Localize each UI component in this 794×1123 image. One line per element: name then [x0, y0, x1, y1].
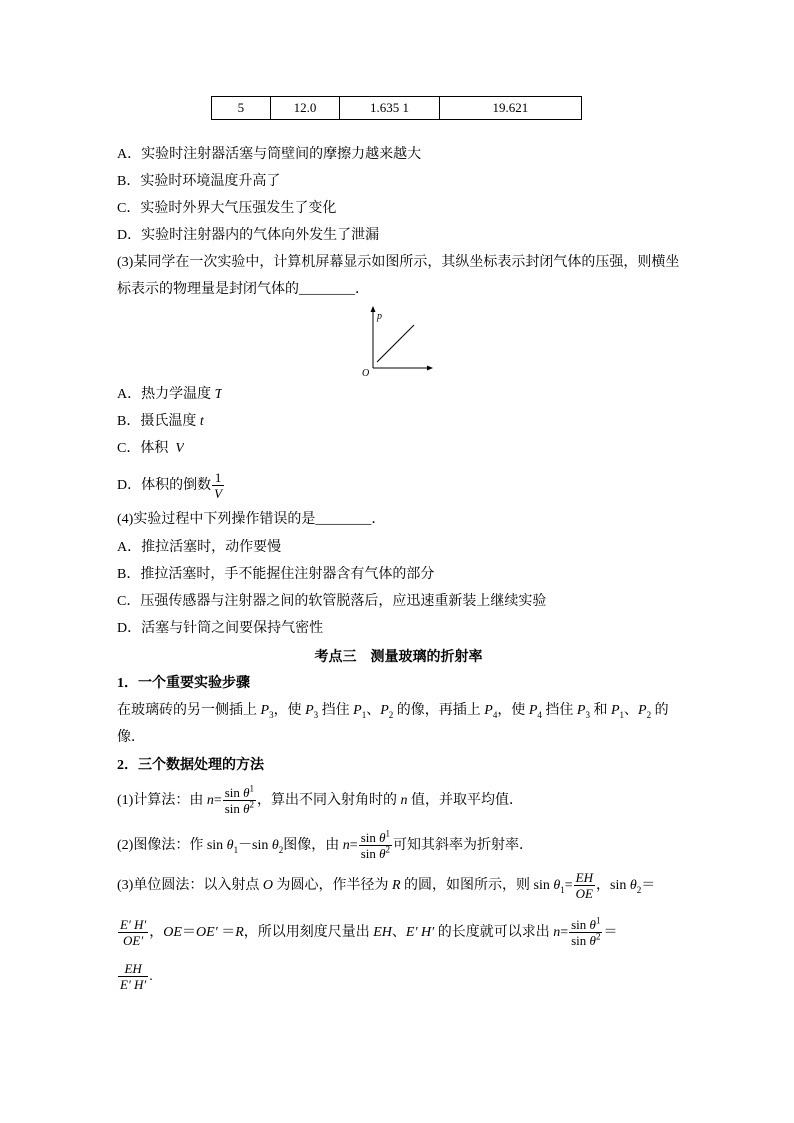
- text-run: 为圆心，作半径为: [272, 878, 392, 893]
- subscript: 1: [619, 709, 624, 720]
- superscript: 1: [595, 915, 601, 926]
- text-run: 值，并取平均值．: [407, 793, 524, 808]
- text-run: sin: [224, 785, 244, 801]
- subscript: 2: [388, 709, 394, 720]
- fraction-numerator: [118, 961, 148, 977]
- fraction: [223, 785, 256, 816]
- text-run: ＝: [641, 878, 656, 893]
- fraction-numerator: [118, 917, 148, 933]
- y-axis-arrow: [371, 306, 376, 312]
- fraction-denominator: [574, 886, 595, 901]
- text-run: B．实验时环境温度升高了: [117, 174, 281, 189]
- fraction: [359, 830, 392, 861]
- text-run: 可知其斜率为折射率．: [393, 838, 534, 853]
- table-cell-value-3: 19.621: [492, 100, 529, 115]
- variable: OE: [163, 925, 182, 940]
- x-axis-arrow: [427, 366, 433, 371]
- text-run: sin: [360, 830, 380, 846]
- variable: V: [175, 441, 184, 456]
- text-run: .: [149, 969, 153, 984]
- text-run: －sin: [238, 838, 272, 853]
- table-cell-value-2: 1.635 1: [340, 97, 439, 119]
- subscript: 4: [492, 709, 498, 720]
- text-run: sin: [360, 846, 380, 862]
- text-run: ＝: [217, 925, 236, 940]
- subscript: 2: [646, 709, 652, 720]
- fraction-numerator: [574, 870, 595, 886]
- y-axis-label: p: [377, 311, 382, 322]
- variable: R: [235, 925, 244, 940]
- subscript: 1: [560, 884, 565, 895]
- text-run: (4)实验过程中下列操作错误的是________．: [117, 512, 386, 527]
- text-run: 、: [391, 925, 406, 940]
- variable: n: [553, 925, 561, 940]
- text-run: 和: [589, 703, 611, 718]
- text-run: B．推拉活塞时，手不能握住注射器含有气体的部分: [117, 567, 435, 582]
- variable: R: [391, 878, 401, 893]
- text-run: 标表示的物理量是封闭气体的________．: [117, 282, 369, 297]
- text-run: 考点三 测量玻璃的折射率: [314, 650, 483, 665]
- superscript: 2: [595, 931, 601, 942]
- method-unit-circle-line-3: [117, 959, 153, 995]
- superscript: 1: [385, 828, 391, 839]
- fraction-denominator: [118, 977, 148, 992]
- superscript: 2: [249, 799, 255, 810]
- text-run: 挡住: [318, 703, 354, 718]
- subscript: 1: [233, 844, 239, 855]
- variable: P: [484, 703, 493, 718]
- text-run: ＝: [603, 925, 618, 940]
- fraction: [574, 870, 595, 901]
- q3-stem-line-2: [117, 272, 369, 308]
- table-cell-index: 5: [212, 97, 271, 119]
- q3-option-c: [117, 431, 184, 467]
- variable: θ: [553, 878, 561, 893]
- text-run: D．体积的倒数: [117, 478, 212, 493]
- q3-option-d: [117, 468, 225, 504]
- text-run: C．实验时外界大气压强发生了变化: [117, 201, 337, 216]
- data-line: [377, 325, 414, 362]
- text-run: ，所以用刻度尺量出: [243, 925, 374, 940]
- text-run: B．摄氏温度: [117, 414, 200, 429]
- text-run: ，使: [497, 703, 529, 718]
- origin-label: O: [362, 368, 370, 379]
- subscript: 3: [313, 709, 319, 720]
- text-run: D．实验时注射器内的气体向外发生了泄漏: [117, 228, 380, 243]
- variable: P: [260, 703, 270, 718]
- fraction-denominator: [359, 846, 392, 861]
- text-run: =: [560, 925, 569, 940]
- data-table-row: [211, 96, 582, 120]
- variable: O: [262, 878, 273, 893]
- variable: P: [638, 703, 647, 718]
- variable: OE: [575, 886, 593, 902]
- variable: θ: [589, 917, 596, 933]
- variable: θ: [226, 838, 234, 853]
- fraction-denominator: [223, 801, 256, 816]
- method-calculation: [117, 783, 523, 819]
- text-run: ，sin: [596, 878, 630, 893]
- text-run: 的: [651, 703, 669, 718]
- text-run: (1)计算法：由: [117, 793, 207, 808]
- text-run: A．推拉活塞时，动作要慢: [117, 540, 282, 555]
- text-run: =: [349, 838, 358, 853]
- variable: P: [528, 703, 538, 718]
- variable: θ: [379, 830, 386, 846]
- variable: n: [206, 793, 214, 808]
- variable: EH: [373, 925, 392, 940]
- text-run: 挡住: [541, 703, 577, 718]
- variable: θ: [629, 878, 637, 893]
- fraction: [118, 917, 148, 948]
- text-run: A．热力学温度: [117, 387, 215, 402]
- variable: EH: [575, 870, 593, 886]
- table-cell-value-1: 12.0: [271, 97, 341, 119]
- text-run: 1: [214, 470, 222, 486]
- text-run: ，: [149, 925, 164, 940]
- variable: EH: [124, 961, 142, 977]
- variable: E′ H′: [120, 977, 147, 993]
- fraction-denominator: [118, 933, 148, 948]
- variable: θ: [589, 933, 596, 949]
- variable: T: [214, 387, 223, 402]
- text-run: 图像，由: [283, 838, 343, 853]
- variable: P: [576, 703, 586, 718]
- text-run: (2)图像法：作 sin: [117, 838, 227, 853]
- text-run: C．体积: [117, 441, 176, 456]
- fraction-denominator: [569, 933, 602, 948]
- text-run: 的像，再插上: [393, 703, 485, 718]
- text-run: 像．: [117, 730, 145, 745]
- variable: V: [214, 486, 223, 502]
- text-run: 、: [624, 703, 638, 718]
- text-run: sin: [571, 917, 590, 933]
- subscript: 1: [361, 709, 367, 720]
- fraction-numerator: [359, 830, 392, 846]
- variable: E′ H′: [405, 925, 435, 940]
- text-run: 1．一个重要实验步骤: [117, 676, 250, 691]
- subscript: 4: [537, 709, 542, 720]
- text-run: 的长度就可以求出: [434, 925, 554, 940]
- fraction: [569, 917, 602, 948]
- text-run: (3)某同学在一次实验中，计算机屏幕显示如图所示，其纵坐标表示封闭气体的压强，则横坐: [117, 255, 680, 270]
- text-run: ，算出不同入射角时的: [257, 793, 401, 808]
- fraction-numerator: [569, 917, 602, 933]
- fraction-numerator: [223, 785, 256, 801]
- method-unit-circle-line-2: [117, 915, 617, 951]
- fraction: [212, 470, 224, 501]
- variable: OE′: [123, 933, 144, 949]
- variable: θ: [271, 838, 279, 853]
- text-run: =: [564, 878, 573, 893]
- text-run: 在玻璃砖的另一侧插上: [117, 703, 261, 718]
- text-run: 2．三个数据处理的方法: [117, 758, 264, 773]
- method-graph: [117, 828, 533, 864]
- text-run: 的圆，如图所示，则 sin: [400, 878, 554, 893]
- subscript: 3: [269, 709, 274, 720]
- text-run: ，使: [273, 703, 306, 718]
- variable: P: [353, 703, 362, 718]
- variable: n: [400, 793, 408, 808]
- variable: θ: [243, 801, 250, 817]
- text-run: A．实验时注射器活塞与筒壁间的摩擦力越来越大: [117, 147, 422, 162]
- pressure-graph: [355, 300, 445, 380]
- variable: P: [610, 703, 620, 718]
- variable: θ: [379, 846, 386, 862]
- text-run: D．活塞与针筒之间要保持气密性: [117, 621, 324, 636]
- fraction: [118, 961, 148, 992]
- text-run: 、: [366, 703, 381, 718]
- method-unit-circle-line-1: [117, 868, 655, 904]
- text-run: =: [213, 793, 222, 808]
- text-run: C．压强传感器与注射器之间的软管脱落后，应迅速重新装上继续实验: [117, 594, 547, 609]
- fraction-denominator: [212, 486, 224, 501]
- superscript: 2: [385, 844, 391, 855]
- text-run: sin: [224, 801, 244, 817]
- variable: P: [380, 703, 389, 718]
- text-run: (3)单位圆法：以入射点: [117, 878, 263, 893]
- subscript: 2: [636, 884, 642, 895]
- variable: θ: [243, 785, 250, 801]
- variable: OE′: [195, 925, 218, 940]
- superscript: 1: [249, 783, 255, 794]
- fraction-numerator: [212, 470, 224, 486]
- variable: P: [305, 703, 314, 718]
- subheading-data-methods: [117, 748, 264, 784]
- variable: E′ H′: [120, 917, 147, 933]
- variable: n: [342, 838, 350, 853]
- subscript: 2: [278, 844, 284, 855]
- variable: t: [199, 414, 204, 429]
- step-text-line-1: [117, 693, 669, 729]
- text-run: ＝: [181, 925, 196, 940]
- subscript: 3: [585, 709, 590, 720]
- text-run: sin: [571, 933, 590, 949]
